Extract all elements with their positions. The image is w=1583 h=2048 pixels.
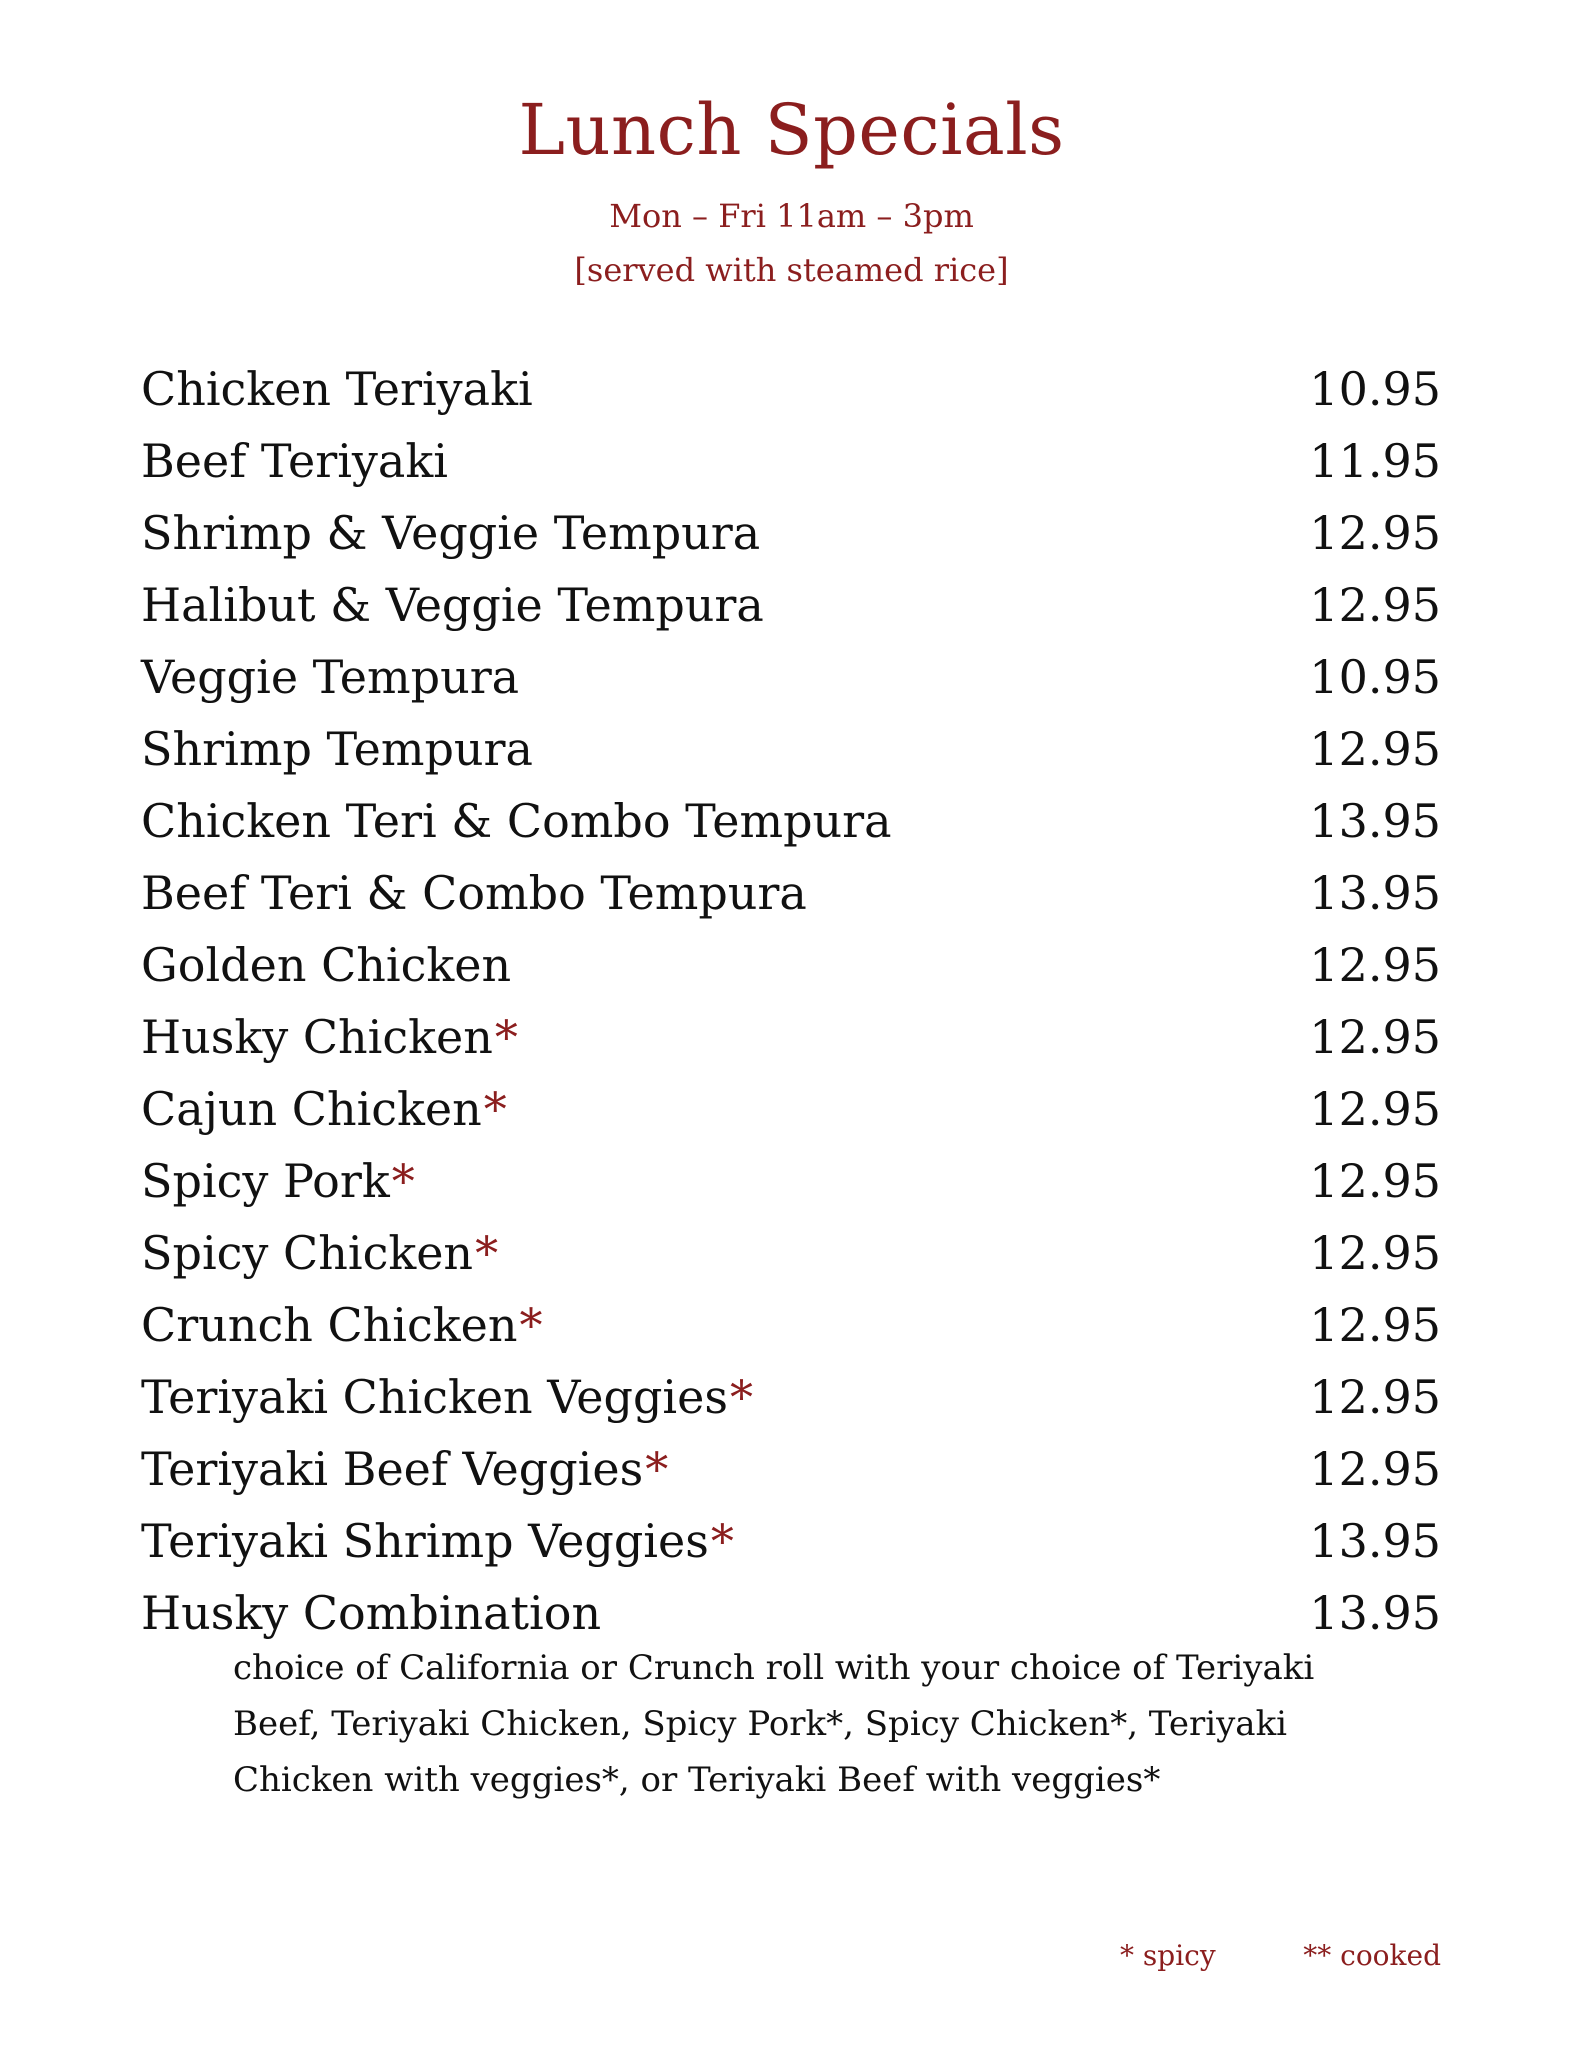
menu-list: [141, 353, 1441, 1649]
menu-item-label: Shrimp & Veggie Tempura: [141, 506, 761, 560]
menu-item-name: [141, 641, 519, 713]
spicy-marker: *: [519, 1298, 543, 1352]
menu-item-price: 12.95: [1309, 722, 1441, 776]
spicy-marker: *: [494, 1010, 518, 1064]
menu-item-price: 12.95: [1309, 1082, 1441, 1136]
menu-item-price: 12.95: [1309, 578, 1441, 632]
spicy-marker: *: [729, 1370, 753, 1424]
menu-item-row: [141, 569, 1441, 641]
menu-item-name: [141, 1145, 415, 1217]
menu-item-name: [141, 569, 764, 641]
menu-item-row: [141, 497, 1441, 569]
menu-item-name: [141, 1217, 498, 1289]
menu-item-name: [141, 1001, 518, 1073]
menu-item-price: 10.95: [1309, 362, 1441, 416]
spicy-marker: *: [475, 1226, 499, 1280]
menu-item-row: [141, 857, 1441, 929]
spicy-marker: *: [645, 1442, 669, 1496]
menu-item-row: [141, 1577, 1441, 1649]
menu-item-price: 12.95: [1309, 1010, 1441, 1064]
menu-item-label: Husky Combination: [141, 1586, 602, 1640]
menu-item-name: [141, 1289, 542, 1361]
menu-item-price: 12.95: [1309, 1442, 1441, 1496]
menu-item-name: [141, 1505, 734, 1577]
menu-item-label: Cajun Chicken: [141, 1082, 482, 1136]
lunch-hours: Mon – Fri 11am – 3pm: [609, 197, 974, 235]
menu-item-price: 12.95: [1309, 1370, 1441, 1424]
menu-item-name: [141, 425, 448, 497]
menu-item-label: Spicy Pork: [141, 1154, 390, 1208]
legend: [1120, 1938, 1441, 1974]
combination-description: choice of California or Crunch roll with your choice of Teriyaki Beef, Teriyaki Chicken, Spicy Pork*, Spicy Chicken*, Teriyaki Chicken with veggies*, or Teriyaki Beef with veggies*: [233, 1648, 1315, 1800]
legend-cooked: ** cooked: [1303, 1939, 1441, 1972]
spicy-marker: *: [391, 1154, 415, 1208]
spicy-marker: *: [483, 1082, 507, 1136]
menu-item-label: Spicy Chicken: [141, 1226, 474, 1280]
menu-item-label: Beef Teriyaki: [141, 434, 448, 488]
menu-item-price: 11.95: [1309, 434, 1441, 488]
menu-item-row: [141, 713, 1441, 785]
menu-item-price: 13.95: [1309, 1514, 1441, 1568]
menu-item-label: Beef Teri & Combo Tempura: [141, 866, 807, 920]
menu-item-name: [141, 353, 533, 425]
menu-item-label: Teriyaki Shrimp Veggies: [141, 1514, 709, 1568]
menu-item-name: [141, 713, 533, 785]
menu-item-name: [141, 497, 760, 569]
menu-item-name: [141, 785, 892, 857]
menu-item-row: [141, 1001, 1441, 1073]
menu-item-row: [141, 1289, 1441, 1361]
menu-item-price: 12.95: [1309, 506, 1441, 560]
menu-item-label: Halibut & Veggie Tempura: [141, 578, 764, 632]
menu-item-label: Chicken Teri & Combo Tempura: [141, 794, 892, 848]
menu-item-price: 12.95: [1309, 1154, 1441, 1208]
menu-item-price: 12.95: [1309, 1298, 1441, 1352]
menu-item-label: Husky Chicken: [141, 1010, 493, 1064]
menu-item-row: [141, 929, 1441, 1001]
menu-item-row: [141, 1361, 1441, 1433]
menu-item-label: Veggie Tempura: [141, 650, 520, 704]
menu-item-label: Shrimp Tempura: [141, 722, 533, 776]
menu-item-price: 13.95: [1309, 794, 1441, 848]
menu-item-label: Teriyaki Chicken Veggies: [141, 1370, 728, 1424]
menu-item-row: [141, 353, 1441, 425]
menu-item-price: 12.95: [1309, 938, 1441, 992]
menu-item-label: Chicken Teriyaki: [141, 362, 533, 416]
served-with-note: [served with steamed rice]: [574, 251, 1009, 289]
menu-item-price: 13.95: [1309, 866, 1441, 920]
menu-item-label: Crunch Chicken: [141, 1298, 518, 1352]
menu-item-price: 10.95: [1309, 650, 1441, 704]
menu-item-row: [141, 641, 1441, 713]
menu-item-row: [141, 785, 1441, 857]
menu-item-row: [141, 1217, 1441, 1289]
menu-item-row: [141, 1073, 1441, 1145]
menu-item-price: 12.95: [1309, 1226, 1441, 1280]
spicy-marker: *: [710, 1514, 734, 1568]
menu-item-row: [141, 425, 1441, 497]
menu-item-name: [141, 1361, 753, 1433]
menu-item-price: 13.95: [1309, 1586, 1441, 1640]
page-title: Lunch Specials: [518, 89, 1065, 171]
menu-item-name: [141, 1577, 601, 1649]
menu-item-name: [141, 1073, 507, 1145]
menu-item-label: Golden Chicken: [141, 938, 512, 992]
menu-item-row: [141, 1145, 1441, 1217]
legend-spicy: * spicy: [1120, 1939, 1216, 1972]
menu-item-row: [141, 1433, 1441, 1505]
menu-item-name: [141, 857, 807, 929]
menu-item-name: [141, 1433, 668, 1505]
menu-item-name: [141, 929, 511, 1001]
menu-item-row: [141, 1505, 1441, 1577]
menu-item-label: Teriyaki Beef Veggies: [141, 1442, 644, 1496]
